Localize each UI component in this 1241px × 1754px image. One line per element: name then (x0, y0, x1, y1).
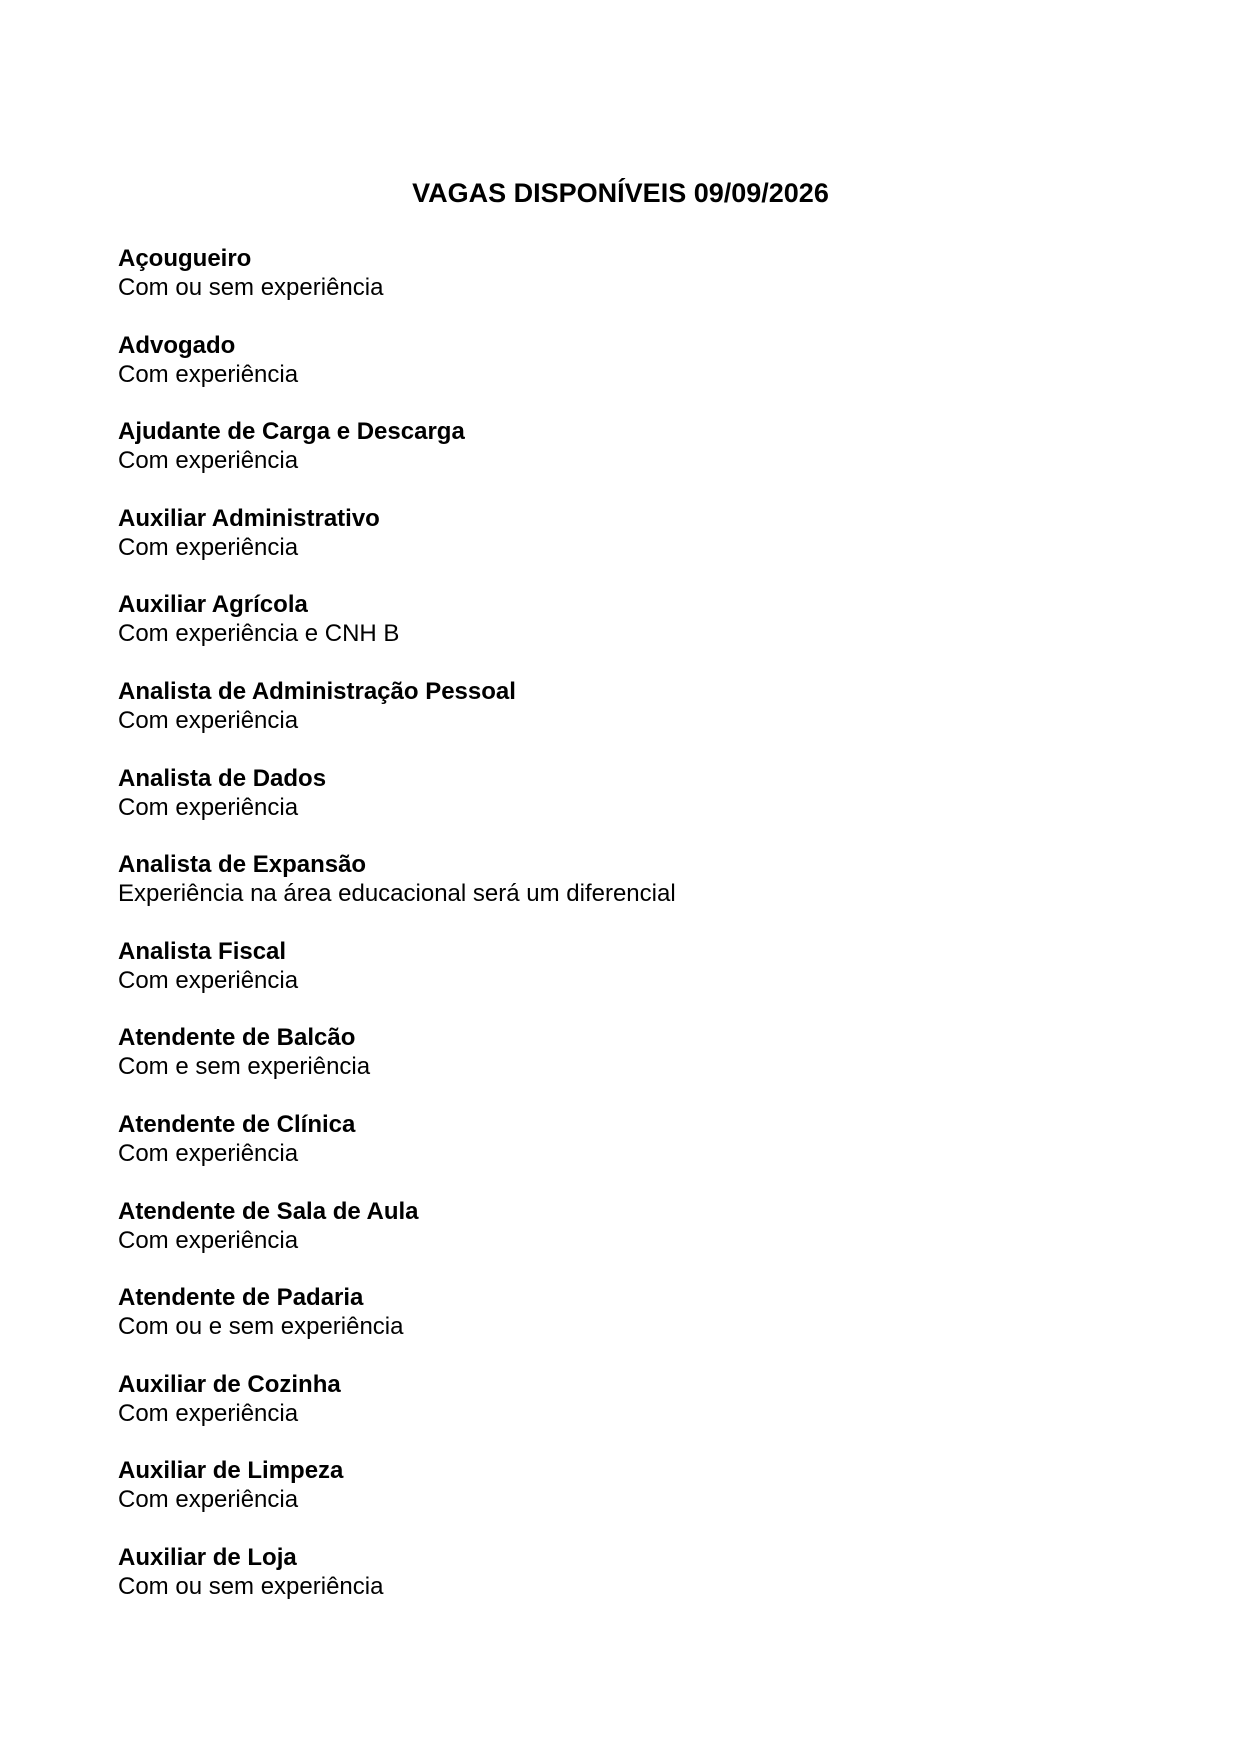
job-item (118, 1283, 676, 1370)
job-title: Atendente de Sala de Aula (118, 1197, 419, 1225)
job-item (118, 417, 676, 504)
job-title: Atendente de Clínica (118, 1110, 356, 1138)
job-item (118, 677, 676, 764)
job-requirement: Com experiência (118, 966, 299, 994)
job-title: Atendente de Padaria (118, 1284, 364, 1312)
job-title: Auxiliar Administrativo (118, 504, 380, 532)
job-requirement: Com experiência (118, 447, 299, 475)
job-item (118, 504, 676, 591)
job-title: Atendente de Balcão (118, 1024, 356, 1052)
job-item (118, 590, 676, 677)
job-requirement: Com experiência e CNH B (118, 620, 400, 648)
job-requirement: Com ou sem experiência (118, 274, 384, 301)
job-title: Auxiliar de Loja (118, 1543, 297, 1571)
job-item (118, 764, 676, 851)
job-requirement: Com experiência (118, 706, 299, 734)
job-item (118, 1370, 676, 1457)
job-title: Advogado (118, 331, 236, 359)
job-item (118, 1110, 676, 1197)
job-title: Analista de Expansão (118, 851, 367, 879)
job-requirement: Com ou e sem experiência (118, 1313, 404, 1341)
job-requirement: Com experiência (118, 533, 299, 561)
job-requirement: Com experiência (118, 1139, 299, 1167)
job-item (118, 1023, 676, 1110)
job-requirement: Com ou sem experiência (118, 1572, 384, 1600)
job-item (118, 244, 676, 331)
job-item (118, 1543, 676, 1630)
job-title: Auxiliar Agrícola (118, 591, 308, 619)
job-item (118, 331, 676, 418)
job-title: Açougueiro (118, 245, 252, 272)
job-requirement: Experiência na área educacional será um diferencial (118, 880, 676, 908)
job-title: Analista de Administração Pessoal (118, 677, 516, 705)
job-item (118, 937, 676, 1024)
job-item (118, 1456, 676, 1543)
job-list (118, 244, 676, 1630)
job-title: Auxiliar de Limpeza (118, 1457, 344, 1485)
job-requirement: Com experiência (118, 1399, 299, 1427)
job-title: Auxiliar de Cozinha (118, 1370, 341, 1398)
job-requirement: Com experiência (118, 360, 299, 388)
job-title: Analista Fiscal (118, 937, 287, 965)
job-requirement: Com experiência (118, 1226, 299, 1254)
job-requirement: Com experiência (118, 793, 299, 821)
job-item (118, 850, 676, 937)
job-requirement: Com e sem experiência (118, 1053, 371, 1081)
page-title: VAGAS DISPONÍVEIS 09/09/2026 (412, 178, 829, 208)
job-title: Ajudante de Carga e Descarga (118, 418, 465, 446)
job-title: Analista de Dados (118, 764, 327, 792)
job-item (118, 1197, 676, 1284)
job-requirement: Com experiência (118, 1486, 299, 1514)
